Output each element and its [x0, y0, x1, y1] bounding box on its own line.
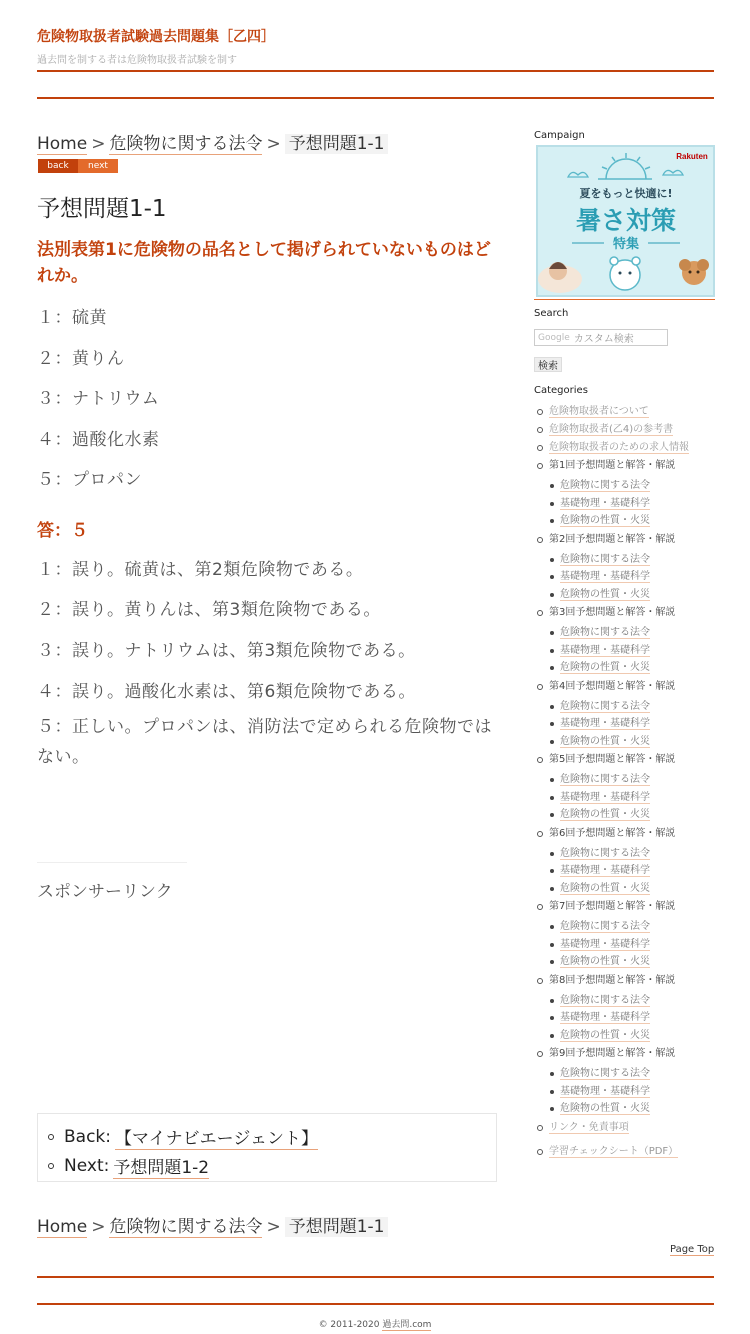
category-subitem[interactable]: 基礎物理・基礎科学 [549, 790, 724, 808]
banner-brand: Rakuten [676, 152, 708, 161]
category-subitem[interactable]: 危険物に関する法令 [549, 993, 724, 1011]
category-subitem[interactable]: 危険物に関する法令 [549, 919, 724, 937]
breadcrumb-bottom [37, 1212, 388, 1237]
option-4: ４：過酸化水素 [37, 430, 160, 450]
category-subitem[interactable]: 危険物の性質・火災 [549, 587, 724, 605]
categories-heading: Categories [534, 385, 588, 396]
banner-tagline: 夏をもっと快適に! [579, 187, 673, 200]
search-button[interactable]: 検索 [534, 357, 562, 372]
breadcrumb-current: 予想問題1-1 [285, 1217, 389, 1237]
breadcrumb-separator: > [266, 1217, 281, 1237]
site-description: 過去問を制する者は危険物取扱者試験を制す [37, 55, 237, 66]
category-subitem[interactable]: 危険物の性質・火災 [549, 1101, 724, 1119]
option-2: ２：黄りん [37, 349, 125, 369]
option-5: ５：プロパン [37, 470, 142, 490]
option-3: ３：ナトリウム [37, 389, 160, 409]
category-group-title[interactable]: 第1回予想問題と解答・解説 [549, 460, 676, 471]
category-subitem[interactable]: 危険物に関する法令 [549, 699, 724, 717]
category-group [534, 532, 724, 606]
category-subitem[interactable]: 基礎物理・基礎科学 [549, 496, 724, 514]
category-item[interactable]: 危険物取扱者について [534, 404, 724, 422]
category-subitem[interactable]: 危険物の性質・火災 [549, 881, 724, 899]
category-subitem[interactable]: 危険物の性質・火災 [549, 513, 724, 531]
explanation-4: ４：誤り。過酸化水素は、第6類危険物である。 [37, 682, 416, 702]
category-subitem[interactable]: 基礎物理・基礎科学 [549, 643, 724, 661]
nav-back-label: Back: [64, 1126, 111, 1147]
search-input[interactable] [534, 329, 668, 346]
sponsor-label: スポンサーリンク [37, 882, 173, 902]
category-subitem[interactable]: 基礎物理・基礎科学 [549, 1084, 724, 1102]
category-group [534, 605, 724, 679]
category-group-title[interactable]: 第5回予想問題と解答・解説 [549, 754, 676, 765]
category-group [534, 458, 724, 532]
breadcrumb-separator: > [91, 134, 106, 154]
bullet-icon [48, 1163, 54, 1169]
category-group [534, 679, 724, 753]
breadcrumb [37, 129, 388, 154]
category-subitem[interactable]: 危険物の性質・火災 [549, 734, 724, 752]
campaign-heading: Campaign [534, 130, 585, 141]
category-subitem[interactable]: 危険物に関する法令 [549, 552, 724, 570]
category-group [534, 826, 724, 900]
category-group [534, 1046, 724, 1120]
nav-back-item [46, 1122, 496, 1151]
category-subitem[interactable]: 危険物の性質・火災 [549, 807, 724, 825]
option-1: １：硫黄 [37, 308, 107, 328]
campaign-banner[interactable] [536, 145, 715, 297]
question-text: 法別表第1に危険物の品名として掲げられていないものはどれか。 [37, 240, 491, 286]
page-top-link[interactable]: Page Top [670, 1244, 715, 1255]
category-group-title[interactable]: 第7回予想問題と解答・解説 [549, 901, 676, 912]
category-item[interactable]: 学習チェックシート（PDF） [534, 1144, 724, 1162]
copyright-text: © 2011-2020 [318, 1320, 383, 1330]
site-title[interactable]: 危険物取扱者試験過去問題集［乙四］ [37, 29, 275, 45]
category-subitem[interactable]: 危険物に関する法令 [549, 846, 724, 864]
explanation-5: ５：正しい。プロパンは、消防法で定められる危険物ではない。 [37, 717, 492, 767]
category-item[interactable]: 危険物取扱者のための求人情報 [534, 440, 724, 458]
category-subitem[interactable]: 危険物の性質・火災 [549, 1028, 724, 1046]
category-subitem[interactable]: 基礎物理・基礎科学 [549, 1010, 724, 1028]
category-subitem[interactable]: 基礎物理・基礎科学 [549, 716, 724, 734]
explanation-2: ２：誤り。黄りんは、第3類危険物である。 [37, 600, 381, 620]
category-subitem[interactable]: 危険物に関する法令 [549, 625, 724, 643]
category-group-title[interactable]: 第9回予想問題と解答・解説 [549, 1048, 676, 1059]
breadcrumb-category[interactable]: 危険物に関する法令 [109, 1217, 263, 1237]
category-list [534, 404, 724, 1162]
nav-back-link[interactable]: 【マイナビエージェント】 [115, 1124, 318, 1150]
banner-artwork [538, 147, 713, 295]
banner-headline: 暑さ対策 [575, 206, 677, 235]
category-group [534, 973, 724, 1047]
category-group-title[interactable]: 第4回予想問題と解答・解説 [549, 680, 676, 692]
copyright [0, 1317, 750, 1330]
search-heading: Search [534, 308, 569, 319]
footer-rule-bottom [37, 1303, 714, 1305]
back-button[interactable]: back [38, 159, 78, 173]
category-subitem[interactable]: 基礎物理・基礎科学 [549, 937, 724, 955]
nav-next-item [46, 1151, 496, 1180]
category-subitem[interactable]: 危険物に関する法令 [549, 1066, 724, 1084]
breadcrumb-separator: > [266, 134, 281, 154]
campaign-divider [534, 299, 715, 300]
header-rule-top [37, 70, 714, 72]
explanation-1: １：誤り。硫黄は、第2類危険物である。 [37, 560, 364, 580]
category-subitem[interactable]: 危険物の性質・火災 [549, 660, 724, 678]
category-group-title[interactable]: 第3回予想問題と解答・解説 [549, 607, 676, 618]
breadcrumb-current: 予想問題1-1 [285, 134, 389, 154]
post-pager [38, 159, 118, 173]
next-button[interactable]: next [78, 159, 118, 173]
copyright-link[interactable]: 過去問.com [382, 1320, 432, 1330]
post-navigation [37, 1113, 497, 1182]
category-item[interactable]: リンク・免責事項 [534, 1120, 724, 1138]
google-logo: Google [538, 332, 570, 343]
category-group-title[interactable]: 第6回予想問題と解答・解説 [549, 827, 676, 839]
nav-next-label: Next: [64, 1155, 110, 1176]
nav-next-link[interactable]: 予想問題1-2 [113, 1153, 209, 1179]
breadcrumb-category[interactable]: 危険物に関する法令 [109, 134, 263, 154]
category-group-title[interactable]: 第2回予想問題と解答・解説 [549, 533, 676, 545]
bullet-icon [48, 1134, 54, 1140]
category-subitem[interactable]: 危険物に関する法令 [549, 772, 724, 790]
category-subitem[interactable]: 基礎物理・基礎科学 [549, 863, 724, 881]
category-group-title[interactable]: 第8回予想問題と解答・解説 [549, 974, 676, 986]
header-rule-bottom [37, 97, 714, 99]
answer-text: 答：５ [37, 521, 88, 541]
breadcrumb-home[interactable]: Home [37, 134, 88, 154]
category-item[interactable]: 危険物取扱者(乙4)の参考書 [534, 422, 724, 440]
explanation-3: ３：誤り。ナトリウムは、第3類危険物である。 [37, 641, 416, 661]
breadcrumb-separator: > [91, 1217, 106, 1237]
sponsor-divider [37, 862, 187, 863]
banner-sub: 特集 [612, 237, 640, 252]
post-title: 予想問題1-1 [37, 196, 167, 222]
footer-rule-top [37, 1276, 714, 1278]
category-group [534, 899, 724, 973]
category-group [534, 752, 724, 826]
category-subitem[interactable]: 危険物の性質・火災 [549, 954, 724, 972]
bear-icon [610, 257, 640, 290]
breadcrumb-home[interactable]: Home [37, 1217, 88, 1237]
category-subitem[interactable]: 基礎物理・基礎科学 [549, 569, 724, 587]
search-placeholder: カスタム検索 [573, 334, 634, 345]
category-subitem[interactable]: 危険物に関する法令 [549, 478, 724, 496]
